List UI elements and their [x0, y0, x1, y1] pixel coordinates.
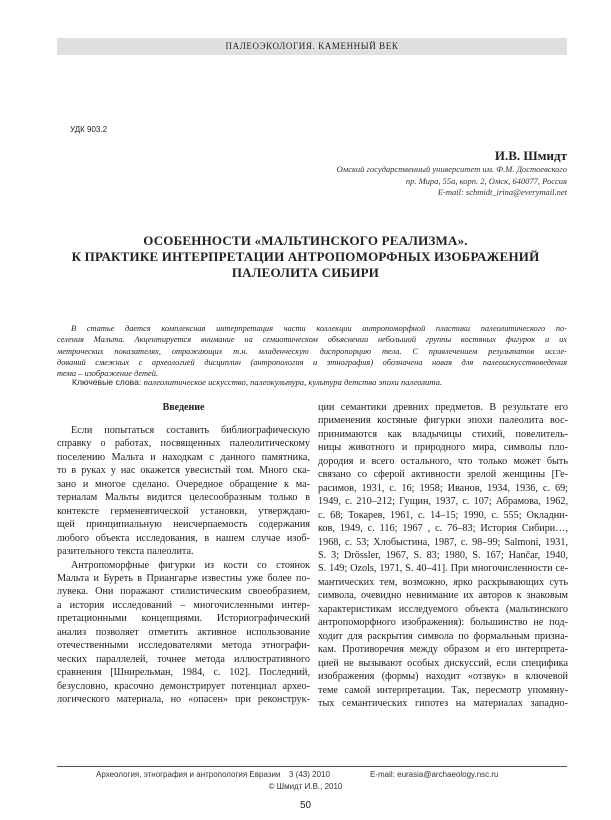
body-text-line: разительного текста палеолита. — [57, 546, 194, 558]
body-text-line: отечественными исследователями метода этнографи- — [57, 640, 310, 652]
body-text-line: зано и многое сделано. Очередное обращение к ма- — [57, 478, 310, 490]
body-text-line: Антропоморфные фигурки из кости со стоянок — [71, 559, 310, 571]
body-text-line: лувека. Они поражают стилистическим своеобразием, — [57, 586, 310, 598]
body-text-line: теме самой интерпретации. Так, пересмотр упомяну- — [318, 684, 568, 696]
body-text-line: претационными концепциями. Историографический — [57, 613, 310, 625]
title-line: ПАЛЕОЛИТА СИБИРИ — [231, 265, 380, 280]
body-text-line: то в руках у нас окажется увесистый том. Много ска- — [57, 465, 310, 477]
body-text-line: S. 3; Drössler, 1967, S. 83; 1980, S. 167; Hančar, 1940, — [318, 549, 568, 561]
footer-journal: Археология, этнография и антропология Евразии — [96, 770, 281, 779]
body-text-line: антропоморфного изображения): большинство не под- — [318, 617, 568, 629]
body-text-line: 1949, с. 210–212; Гущин, 1937, с. 107; Абрамова, 1962, — [318, 496, 568, 508]
body-text-line: любого объекта исследования, в нашем случае изоб- — [57, 532, 310, 544]
body-text-line: цией не вызывают особых дискуссий, если специфика — [318, 657, 568, 669]
body-text-line: Если попытаться составить библиографическую — [71, 425, 310, 436]
body-text-line: териалам Мальты видится целесообразным только в — [57, 492, 310, 504]
keywords-value: палеолитическое искусство, палеокультура, культура детства эпохи палеолита. — [143, 377, 443, 387]
keywords — [72, 377, 442, 387]
body-text-line: расимов, 1931, с. 16; 1958; Иванов, 1934, 1936, с. 69; — [318, 482, 568, 494]
abstract-line: В статье дается комплексная интерпретация части коллекции антропоморфной пластики палеолитического по- — [71, 324, 567, 333]
footer-issue: 3 (43) 2010 — [289, 770, 330, 779]
page-number: 50 — [299, 800, 312, 811]
article-title — [40, 233, 571, 281]
right-column — [318, 401, 568, 710]
body-text-line: щей принципиальную неисчерпаемость содержания — [57, 519, 310, 531]
author-address: пр. Мира, 55а, корп. 2, Омск, 640077, Россия — [405, 175, 567, 186]
body-text-line: ции семантики древних предметов. В результате его — [318, 402, 568, 413]
udk-code: УДК 903.2 — [70, 125, 108, 134]
body-text-line: ков, 1949, с. 116; 1967 , с. 76–83; История Сибири…, — [318, 523, 568, 535]
body-text-line: изображения (формы) находит «отзвук» в ключевой — [318, 671, 568, 683]
body-text-line: безусловно, красочно демонстрирует потенциал архео- — [57, 680, 310, 692]
footer-email: E-mail: eurasia@archaeology.nsc.ru — [370, 770, 499, 779]
body-text-line: тых семантических гипотез на материалах западно- — [318, 697, 568, 709]
body-text-line: а история исследований – многочисленными интер- — [57, 599, 310, 611]
abstract-line: дований смежных с археологией дисциплин (антропология и этнография) обозначена новая для палеоискусствоведения — [57, 357, 567, 367]
body-text-line: принимаются как владычицы стихий, повелитель- — [318, 428, 568, 440]
body-text-line: логического материала, но «опасен» при реконструк- — [57, 694, 310, 706]
body-text-line: применения костяные фигурки эпохи палеолита вос- — [318, 415, 568, 427]
body-text-line: ходит для раскрытия символа по формальным призна- — [318, 630, 568, 642]
author-affiliation: Омский государственный университет им. Ф.М. Достоевского — [336, 164, 567, 174]
body-text-line: ницы животного и природного мира, символы пло- — [318, 442, 568, 454]
body-text-line: связано со сферой активности зрелой женщины [Ге- — [318, 469, 568, 481]
author-email: E-mail: schmidt_irina@everymail.net — [437, 187, 567, 197]
body-text-line: 1968, с. 53; Хлобыстина, 1987, с. 98–99; Salmoni, 1931, — [318, 536, 568, 548]
keywords-label: Ключевые слова: — [72, 377, 142, 387]
abstract-line: метрических показателях, отражающих т.н. младенческую диспропорцию тела. С привлечением результатов иссле- — [57, 346, 567, 356]
body-text-line: Мальта и Буреть в Приангарье известны уже более по- — [57, 572, 310, 584]
body-text-line: анализ позволяет отметить активное использование — [57, 626, 310, 638]
body-text-line: поселению Мальта и находкам с данного памятника, — [57, 451, 310, 463]
body-text-line: кам. Противоречия между образом и его интерпрета- — [318, 644, 568, 656]
body-text-line: символа, очевидно невнимание их авторов к знаковым — [318, 590, 568, 602]
abstract-line: тема – изображение детей. — [57, 369, 159, 379]
body-text-line: контексте герменевтической установки, утверждаю- — [57, 505, 310, 517]
abstract-line: селения Мальта. Акцентируется внимание на семиотическом объяснении небольшой группы костяных фигурок и их — [57, 335, 567, 345]
title-line: К ПРАКТИКЕ ИНТЕРПРЕТАЦИИ АНТРОПОМОРФНЫХ ИЗОБРАЖЕНИЙ — [71, 249, 540, 264]
body-text-line: мантических тем, возможно, ярко раскрывающих суть — [318, 576, 568, 588]
left-column — [57, 424, 310, 707]
footer-divider — [57, 766, 567, 767]
body-text-line: ческих параллелей, точнее метода иллюстративного — [57, 653, 310, 665]
body-text-line: справку о работах, посвященных палеолитическому — [57, 438, 310, 450]
abstract — [57, 323, 567, 379]
body-text-line: дородия и всего остального, что только может быть — [318, 455, 568, 467]
footer-copyright: © Шмидт И.В., 2010 — [268, 782, 343, 791]
title-line: ОСОБЕННОСТИ «МАЛЬТИНСКОГО РЕАЛИЗМА». — [143, 233, 468, 248]
author-block — [337, 148, 567, 199]
running-header: ПАЛЕОЭКОЛОГИЯ. КАМЕННЫЙ ВЕК — [57, 38, 567, 55]
body-text-line: S. 149; Ozols, 1971, S. 40–41]. При многочисленности се- — [318, 563, 568, 575]
body-text-line: с. 68; Токарев, 1961, с. 14–15; 1990, с. 555; Окладни- — [318, 509, 568, 521]
author-name: И.В. Шмидт — [494, 148, 567, 163]
section-heading-introduction: Введение — [162, 402, 205, 413]
body-text-line: сравнения [Шнирельман, 1984, с. 102]. Последний, — [57, 667, 310, 679]
body-text-line: характеристикам исследуемого объекта (мальтинского — [318, 603, 568, 615]
